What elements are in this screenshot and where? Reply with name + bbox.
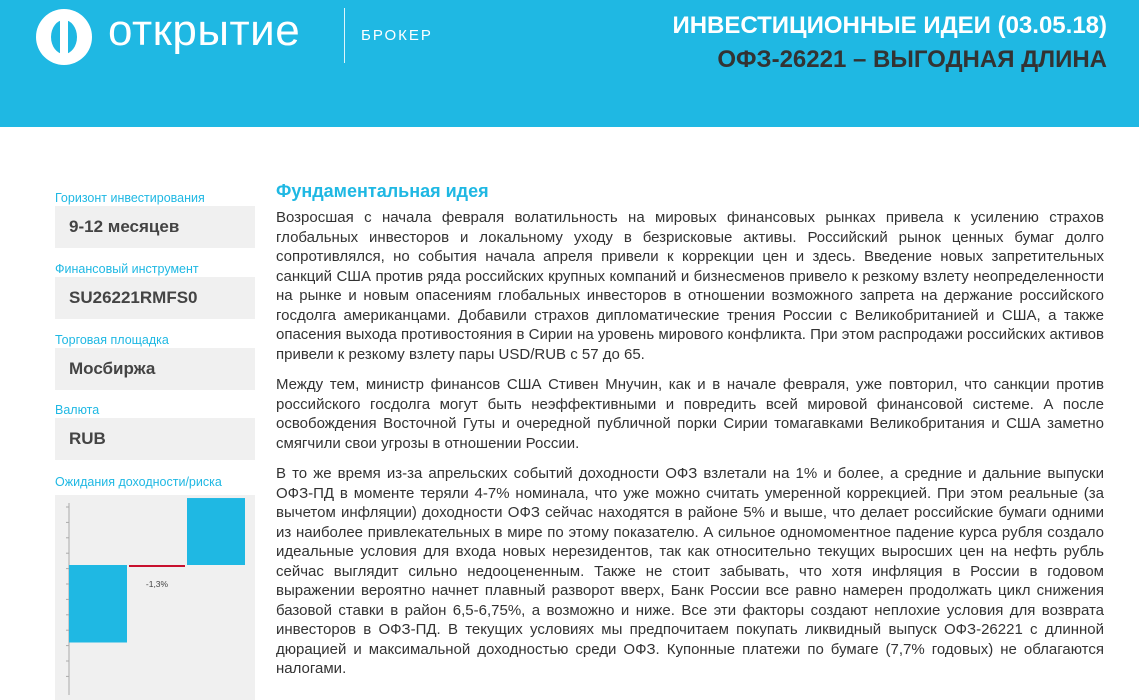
paragraph: Возросшая с начала февраля волатильность на мировых финансовых рынках привела к усилению страхов глобальных инвесторов и локальному уходу в безрисковые активы. Российский рынок ценных бумаг долго сопротивлялся, но события начала апреля привели к коррекции цен и здесь. Введение новых запретительных санкций США против ряда российских крупных компаний и бизнесменов привело к резкому взлету неопределенности на рынке и новым опасениям глобальных инвесторов в отношении возможного запрета на держание российского госдолга американцами. Добавили страхов дипломатические трения России с Великобританией и США, а также опасения выхода противостояния в Сирии на уровень мирового конфликта. При этом распродажи российских активов привели к резкому взлету пары USD/RUB с 57 до 65. <box>276 209 1104 363</box>
field-value: RUB <box>55 418 255 460</box>
logo-subtitle: БРОКЕР <box>361 27 433 44</box>
chart-label: Ожидания доходности/риска <box>55 475 222 489</box>
chart-bar <box>187 498 245 565</box>
chart-bar <box>129 565 185 567</box>
report-title: ИНВЕСТИЦИОННЫЕ ИДЕИ (03.05.18) <box>672 12 1107 39</box>
field-value: 9-12 месяцев <box>55 206 255 248</box>
field-label: Валюта <box>55 403 100 417</box>
main-content <box>276 178 1104 690</box>
field-instrument <box>55 261 255 319</box>
return-risk-chart <box>55 495 255 700</box>
paragraph: В то же время из-за апрельских событий доходности ОФЗ взлетали на 1% и более, а средние и дальние выпуски ОФЗ-ПД в моменте теряли 4-7% номинала, что уже можно считать умеренной коррекцией. При этом реальные (за вычетом инфляции) доходности ОФЗ сейчас находятся в районе 5% и выше, что делает российские бумаги одними из наиболее привлекательных в мире по этому показателю. А сильное одномоментное падение курса рубля создало идеальные условия для входа новых нерезидентов, так как относительно текущих выросших цен на нефть рубль сейчас выглядит сильно недооцененным. Также не стоит забывать, что хотя инфляция в России в годовом выражении вероятно начнет плавный разворот вверх, Банк России все равно намерен продолжать цикл снижения базовой ставки в район 6,5-6,75%, а возможно и ниже. Все эти факторы создают неплохие условия для возврата инвесторов в ОФЗ-ПД. В текущих условиях мы предпочитаем покупать ликвидный выпуск ОФЗ-26221 с длинной дюрацией и максимальной доходностью среди ОФЗ. Купонные платежи по бумаге (7,7% годовых) не облагаются налогами. <box>276 465 1104 677</box>
chart-bar <box>69 565 127 643</box>
field-value: Мосбиржа <box>55 348 255 390</box>
field-exchange <box>55 332 255 390</box>
field-value: SU26221RMFS0 <box>55 277 255 319</box>
field-label: Финансовый инструмент <box>55 262 199 276</box>
field-label: Горизонт инвестирования <box>55 191 205 205</box>
paragraph: Между тем, министр финансов США Стивен Мнучин, как и в начале февраля, уже повторил, что санкции против российского госдолга могут быть неэффективными и повредить всей мировой финансовой системе. А после освобождения Восточной Гуты и очередной публичной порки Сирии томагавками Великобритания и США заметно смягчили свои угрозы в отношении России. <box>276 376 1104 452</box>
field-currency <box>55 402 255 460</box>
field-label: Торговая площадка <box>55 333 169 347</box>
chart-data-label: -1,3% <box>145 579 169 589</box>
logo-icon <box>36 9 92 65</box>
chart-canvas <box>55 495 255 700</box>
section-title: Фундаментальная идея <box>276 181 489 201</box>
logo-text: открытие <box>108 6 301 55</box>
idea-parameters <box>55 190 255 490</box>
logo-divider <box>344 8 345 63</box>
field-horizon <box>55 190 255 248</box>
idea-title: ОФЗ-26221 – ВЫГОДНАЯ ДЛИНА <box>717 46 1107 73</box>
header-banner <box>0 0 1139 127</box>
